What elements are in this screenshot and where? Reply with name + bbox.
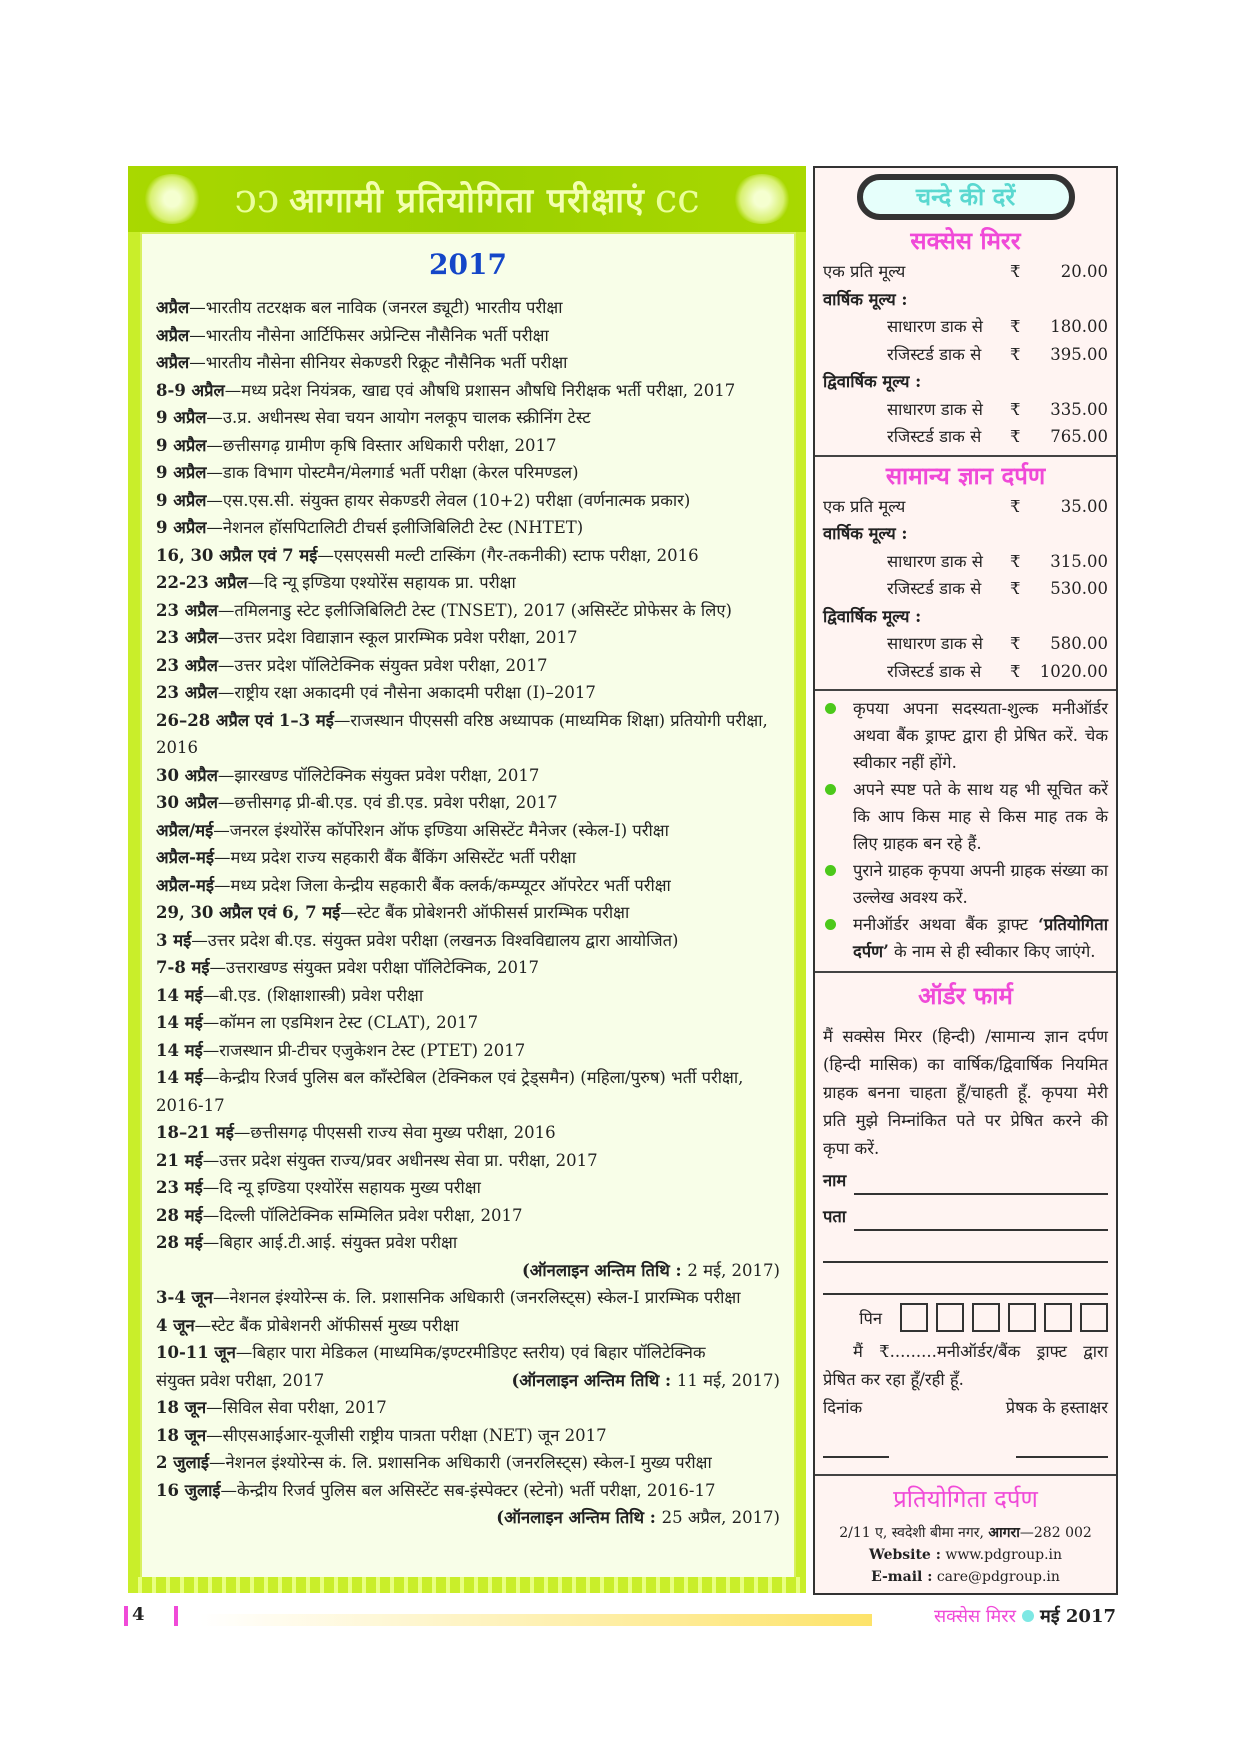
- exam-line: 14 मई—बी.एड. (शिक्षाशास्त्री) प्रवेश परीक्षा: [156, 985, 424, 1005]
- exam-name: एसएससी मल्टी टास्किंग (गैर-तकनीकी) स्टाफ परीक्षा, 2016: [333, 545, 699, 565]
- exam-line: 30 अप्रैल—झारखण्ड पॉलिटेक्निक संयुक्त प्रवेश परीक्षा, 2017: [156, 765, 540, 785]
- exam-date: 23 अप्रैल: [156, 655, 218, 675]
- exam-date: 4 जून: [156, 1315, 195, 1335]
- exam-date: 21 मई: [156, 1150, 203, 1170]
- exam-date: 23 अप्रैल: [156, 628, 218, 647]
- exam-date: 7-8 मई: [156, 958, 210, 977]
- bullet-icon: [825, 784, 836, 795]
- exam-entry: [156, 1449, 780, 1477]
- rupee-icon: ₹: [1010, 427, 1021, 446]
- exam-line: अप्रैल—भारतीय नौसेना आर्टिफिसर अप्रेन्टिस नौसैनिक भर्ती परीक्षा: [156, 325, 549, 345]
- period-heading: वार्षिक मूल्य :: [823, 524, 908, 543]
- exam-line: अप्रैल—भारतीय तटरक्षक बल नाविक (जनरल ड्यूटी) भारतीय परीक्षा: [156, 298, 563, 317]
- pin-label: पिन: [859, 1309, 882, 1328]
- email-label: E-mail :: [871, 1569, 933, 1585]
- period-heading: द्विवार्षिक मूल्य :: [823, 606, 922, 626]
- page-footer: [0, 1604, 1240, 1634]
- exam-line: अप्रैल/मई—जनरल इंश्योरेंस कॉर्पोरेशन ऑफ इण्डिया असिस्टेंट मैनेजर (स्केल-I) परीक्षा: [156, 820, 669, 840]
- exam-date: अप्रैल: [156, 353, 190, 372]
- exam-entry: [156, 349, 780, 377]
- exam-line: 22-23 अप्रैल—दि न्यू इण्डिया एश्योरेंस सहायक प्रा. परीक्षा: [156, 573, 516, 592]
- exam-line: 8-9 अप्रैल—मध्य प्रदेश नियंत्रक, खाद्य एवं औषधि प्रशासन औषधि निरीक्षक भर्ती परीक्षा, 2017: [156, 380, 736, 400]
- price-value: 765.00: [1050, 427, 1108, 446]
- exam-date: 9 अप्रैल: [156, 518, 207, 537]
- exam-line: 4 जून—स्टेट बैंक प्रोबेशनरी ऑफीसर्स मुख्य परीक्षा: [156, 1315, 459, 1335]
- exam-name: केन्द्रीय रिजर्व पुलिस बल असिस्टेंट सब-इंस्पेक्टर (स्टेनो) भर्ती परीक्षा, 2016-17: [237, 1480, 716, 1500]
- single-copy-price: [823, 493, 1108, 521]
- exam-entry: [156, 1202, 780, 1230]
- exam-date: 16, 30 अप्रैल एवं 7 मई: [156, 545, 318, 565]
- exam-entry: [156, 377, 780, 405]
- exam-entry: [156, 1174, 780, 1202]
- exam-line: 16 जुलाई—केन्द्रीय रिजर्व पुलिस बल असिस्टेंट सब-इंस्पेक्टर (स्टेनो) भर्ती परीक्षा, 2016-17: [156, 1480, 716, 1500]
- payment-text: मैं ₹.........मनीऑर्डर/बैंक ड्राफ्ट द्वारा प्रेषित कर रहा हूँ/रही हूँ.: [823, 1342, 1108, 1389]
- exam-name: भारतीय नौसेना आर्टिफिसर अप्रेन्टिस नौसैनिक भर्ती परीक्षा: [205, 325, 549, 345]
- exam-name: मध्य प्रदेश जिला केन्द्रीय सहकारी बैंक क्लर्क/कम्प्यूटर ऑपरेटर भर्ती परीक्षा: [230, 875, 671, 895]
- exam-entry: [156, 487, 780, 515]
- exam-date: 18–21 मई: [156, 1123, 234, 1142]
- exam-name: उ.प्र. अधीनस्थ सेवा चयन आयोग नलकूप चालक स्क्रीनिंग टेस्ट: [222, 408, 591, 427]
- exam-name: सीएसआईआर-यूजीसी राष्ट्रीय पात्रता परीक्षा (NET) जून 2017: [222, 1425, 607, 1445]
- exam-date: 8-9 अप्रैल: [156, 380, 225, 400]
- price-label: रजिस्टर्ड डाक से: [887, 427, 982, 446]
- annual-price: [823, 575, 1108, 603]
- exam-name: उत्तर प्रदेश संयुक्त राज्य/प्रवर अधीनस्थ सेवा प्रा. परीक्षा, 2017: [219, 1150, 598, 1170]
- price-label: साधारण डाक से: [887, 399, 983, 419]
- website-label: Website :: [868, 1547, 941, 1563]
- exam-line: 14 मई—कॉमन ला एडमिशन टेस्ट (CLAT), 2017: [156, 1013, 479, 1032]
- subscription-sidebar: [813, 166, 1118, 1595]
- exam-name: बी.एड. (शिक्षाशास्त्री) प्रवेश परीक्षा: [219, 985, 424, 1005]
- annual-price: [823, 548, 1108, 576]
- exam-date: 14 मई: [156, 1068, 203, 1087]
- exam-name: तमिलनाडु स्टेट इलीजिबिलिटी टेस्ट (TNSET), 2017 (असिस्टेंट प्रोफेसर के लिए): [234, 600, 732, 620]
- exam-line: 18 जून—सीएसआईआर-यूजीसी राष्ट्रीय पात्रता परीक्षा (NET) जून 2017: [156, 1425, 607, 1445]
- exam-line: 21 मई—उत्तर प्रदेश संयुक्त राज्य/प्रवर अधीनस्थ सेवा प्रा. परीक्षा, 2017: [156, 1150, 598, 1170]
- exam-date: 22-23 अप्रैल: [156, 573, 248, 592]
- exam-entry: [156, 1147, 780, 1175]
- exam-entry: [156, 597, 780, 625]
- single-copy-price: [823, 258, 1108, 286]
- price-value: 180.00: [1050, 317, 1108, 336]
- exam-line: 23 अप्रैल—तमिलनाडु स्टेट इलीजिबिलिटी टेस्ट (TNSET), 2017 (असिस्टेंट प्रोफेसर के लिए): [156, 600, 732, 620]
- exam-entry: [156, 927, 780, 955]
- exam-name: बिहार आई.टी.आई. संयुक्त प्रवेश परीक्षा: [219, 1233, 458, 1252]
- exam-entry: [156, 1037, 780, 1065]
- instructions-section: [815, 691, 1116, 973]
- name-label: नाम: [823, 1171, 847, 1190]
- exam-entry: [156, 954, 780, 982]
- exam-entry: [156, 1009, 780, 1037]
- price-label: साधारण डाक से: [887, 634, 983, 653]
- exam-name: डाक विभाग पोस्टमैन/मेलगार्ड भर्ती परीक्षा (केरल परिमण्डल): [222, 463, 579, 482]
- note-text: कृपया अपना सदस्यता-शुल्क मनीऑर्डर अथवा बैंक ड्राफ्ट द्वारा ही प्रेषित करें. चेक स्वीकार नहीं होंगे.: [853, 699, 1108, 772]
- exam-date: 9 अप्रैल: [156, 490, 207, 510]
- pincode: —282 002: [1019, 1525, 1092, 1541]
- exam-name: एस.एस.सी. संयुक्त हायर सेकण्डरी लेवल (10+2) परीक्षा (वर्णनात्मक प्रकार): [222, 490, 691, 510]
- city: आगरा: [988, 1525, 1020, 1541]
- exam-name: मध्य प्रदेश राज्य सहकारी बैंक बैंकिंग असिस्टेंट भर्ती परीक्षा: [230, 848, 576, 867]
- signature-label: प्रेषक के हस्ताक्षर: [1005, 1398, 1108, 1417]
- exam-date: अप्रैल-मई: [156, 875, 214, 895]
- exam-entry: [156, 1422, 780, 1450]
- price-value: 335.00: [1050, 399, 1108, 419]
- exam-line: अप्रैल—भारतीय नौसेना सीनियर सेकण्डरी रिक्रूट नौसैनिक भर्ती परीक्षा: [156, 353, 568, 372]
- annual-price: [823, 313, 1108, 341]
- exam-name: भारतीय तटरक्षक बल नाविक (जनरल ड्यूटी) भारतीय परीक्षा: [205, 298, 563, 317]
- exam-date: 14 मई: [156, 1013, 203, 1032]
- price-value: 35.00: [1060, 496, 1108, 516]
- exam-line: 9 अप्रैल—उ.प्र. अधीनस्थ सेवा चयन आयोग नलकूप चालक स्क्रीनिंग टेस्ट: [156, 408, 591, 427]
- exam-line: 10-11 जून—बिहार पारा मेडिकल (माध्यमिक/इण्टरमीडिएट स्तरीय) एवं बिहार पॉलिटेक्निक: [156, 1343, 706, 1362]
- exam-name: राजस्थान पीएससी वरिष्ठ अध्यापक (माध्यमिक शिक्षा) प्रतियोगी परीक्षा, 2016: [156, 710, 768, 757]
- exam-name: राष्ट्रीय रक्षा अकादमी एवं नौसेना अकादमी परीक्षा (I)–2017: [234, 683, 596, 702]
- exam-line: 23 अप्रैल—राष्ट्रीय रक्षा अकादमी एवं नौसेना अकादमी परीक्षा (I)–2017: [156, 683, 596, 702]
- exam-list-area: [140, 232, 796, 1579]
- deadline-value: 2 मई, 2017): [687, 1260, 780, 1280]
- exam-date: 16 जुलाई: [156, 1480, 221, 1500]
- exam-entry: [156, 1119, 780, 1147]
- exam-entry: [156, 872, 780, 900]
- publisher-address: [823, 1522, 1108, 1544]
- note-bold: ‘प्रतियोगिता दर्पण’: [853, 915, 1108, 961]
- exam-name: जनरल इंश्योरेंस कॉर्पोरेशन ऑफ इण्डिया असिस्टेंट मैनेजर (स्केल-I) परीक्षा: [229, 820, 669, 840]
- exam-name: राजस्थान प्री-टीचर एजुकेशन टेस्ट (PTET) 2017: [219, 1040, 526, 1060]
- exam-name: स्टेट बैंक प्रोबेशनरी ऑफीसर्स मुख्य परीक्षा: [211, 1315, 459, 1335]
- deadline-label: (ऑनलाइन अन्तिम तिथि :: [521, 1260, 682, 1280]
- note-item: [823, 776, 1108, 857]
- order-form-body: मैं सक्सेस मिरर (हिन्दी) /सामान्य ज्ञान दर्पण (हिन्दी मासिक) का वार्षिक/द्विवार्षिक नियमित ग्राहक बनना चाहता हूँ/चाहती हूँ. कृपया मेरी प्रति मुझे निम्नांकित पते पर प्रेषित करने की कृपा करें.: [823, 1027, 1108, 1158]
- note-text: पुराने ग्राहक कृपया अपनी ग्राहक संख्या का उल्लेख अवश्य करें.: [853, 861, 1108, 907]
- note-item: [823, 857, 1108, 911]
- deadline-value: 11 मई, 2017): [676, 1370, 780, 1390]
- exam-date: 9 अप्रैल: [156, 408, 207, 427]
- exam-date: 2 जुलाई: [156, 1453, 210, 1472]
- exam-entry: [156, 679, 780, 707]
- deadline-label: (ऑनलाइन अन्तिम तिथि :: [511, 1370, 672, 1390]
- exam-line: 9 अप्रैल—डाक विभाग पोस्टमैन/मेलगार्ड भर्ती परीक्षा (केरल परिमण्डल): [156, 463, 579, 482]
- exam-entry: [156, 624, 780, 652]
- exam-line: 30 अप्रैल—छत्तीसगढ़ प्री-बी.एड. एवं डी.एड. प्रवेश परीक्षा, 2017: [156, 793, 558, 812]
- exam-name: दिल्ली पॉलिटेक्निक सम्मिलित प्रवेश परीक्षा, 2017: [219, 1205, 523, 1225]
- rates-title: चन्दे की दरें: [857, 174, 1075, 220]
- exam-entry: [156, 1229, 780, 1284]
- exam-entry: [156, 652, 780, 680]
- exam-line: 29, 30 अप्रैल एवं 6, 7 मई—स्टेट बैंक प्रोबेशनरी ऑफीसर्स प्रारम्भिक परीक्षा: [156, 903, 630, 922]
- publication-title: सक्सेस मिरर: [910, 227, 1021, 255]
- biennial-price: [823, 396, 1108, 424]
- exam-date: 28 मई: [156, 1233, 203, 1252]
- price-label: रजिस्टर्ड डाक से: [887, 579, 982, 598]
- exam-entry: [156, 1339, 780, 1394]
- pin-digit-box[interactable]: [1008, 1303, 1036, 1332]
- exam-date: 29, 30 अप्रैल एवं 6, 7 मई: [156, 903, 341, 922]
- exam-line: 3-4 जून—नेशनल इंश्योरेन्स कं. लि. प्रशासनिक अधिकारी (जनरलिस्ट्स) स्केल-I प्रारम्भिक परीक्षा: [156, 1288, 741, 1307]
- rupee-icon: ₹: [1010, 579, 1021, 598]
- bullet-icon: [825, 865, 836, 876]
- biennial-price: [823, 658, 1108, 686]
- exam-name: स्टेट बैंक प्रोबेशनरी ऑफीसर्स प्रारम्भिक परीक्षा: [356, 903, 630, 922]
- rupee-icon: ₹: [1010, 262, 1021, 281]
- exam-line: 14 मई—केन्द्रीय रिजर्व पुलिस बल कॉंस्टेबिल (टेक्निकल एवं ट्रेड्समैन) (महिला/पुरुष) भर्ती परीक्षा, 2016-17: [156, 1068, 744, 1115]
- exam-line: 9 अप्रैल—छत्तीसगढ़ ग्रामीण कृषि विस्तार अधिकारी परीक्षा, 2017: [156, 435, 557, 455]
- exam-entry: [156, 1394, 780, 1422]
- exam-line: 3 मई—उत्तर प्रदेश बी.एड. संयुक्त प्रवेश परीक्षा (लखनऊ विश्वविद्यालय द्वारा आयोजित): [156, 930, 679, 950]
- price-label: एक प्रति मूल्य: [823, 496, 906, 516]
- dot-icon: [1022, 1610, 1034, 1622]
- exam-line: 9 अप्रैल—एस.एस.सी. संयुक्त हायर सेकण्डरी लेवल (10+2) परीक्षा (वर्णनात्मक प्रकार): [156, 490, 691, 510]
- address-field-line-2[interactable]: [823, 1231, 1108, 1263]
- exam-name-cont: संयुक्त प्रवेश परीक्षा, 2017: [156, 1370, 325, 1390]
- rupee-icon: ₹: [1010, 551, 1021, 571]
- rupee-icon: ₹: [1010, 344, 1021, 364]
- exam-name: उत्तर प्रदेश पॉलिटेक्निक संयुक्त प्रवेश परीक्षा, 2017: [234, 655, 548, 675]
- rupee-icon: ₹: [1010, 399, 1021, 419]
- exam-entry: [156, 322, 780, 350]
- exam-line: 23 मई—दि न्यू इण्डिया एश्योरेंस सहायक मुख्य परीक्षा: [156, 1178, 481, 1197]
- divider: [174, 1606, 178, 1626]
- date-field[interactable]: [823, 1426, 889, 1458]
- pin-digit-box[interactable]: [972, 1303, 1000, 1332]
- exam-entry: [156, 569, 780, 597]
- exam-name: मध्य प्रदेश नियंत्रक, खाद्य एवं औषधि प्रशासन औषधि निरीक्षक भर्ती परीक्षा, 2017: [241, 380, 736, 400]
- publisher-info: [815, 1476, 1116, 1594]
- flower-ornament-icon: [732, 174, 792, 224]
- exam-list: [142, 294, 794, 1532]
- name-field[interactable]: [854, 1163, 1108, 1195]
- period-heading: द्विवार्षिक मूल्य :: [823, 372, 922, 391]
- exam-date: 9 अप्रैल: [156, 463, 207, 482]
- rates-section-2: [815, 459, 1116, 692]
- exam-date: 30 अप्रैल: [156, 765, 218, 785]
- price-value: 315.00: [1050, 551, 1108, 571]
- exam-name: उत्तर प्रदेश बी.एड. संयुक्त प्रवेश परीक्षा (लखनऊ विश्वविद्यालय द्वारा आयोजित): [207, 930, 679, 950]
- biennial-price: [823, 630, 1108, 658]
- exam-name: सिविल सेवा परीक्षा, 2017: [222, 1398, 387, 1417]
- exam-entry: [156, 1064, 780, 1119]
- exam-entry: [156, 817, 780, 845]
- exam-entry: [156, 542, 780, 570]
- exam-name: भारतीय नौसेना सीनियर सेकण्डरी रिक्रूट नौसैनिक भर्ती परीक्षा: [205, 353, 568, 372]
- exam-name: उत्तर प्रदेश विद्याज्ञान स्कूल प्रारम्भिक प्रवेश परीक्षा, 2017: [234, 628, 578, 647]
- exam-line: 16, 30 अप्रैल एवं 7 मई—एसएससी मल्टी टास्किंग (गैर-तकनीकी) स्टाफ परीक्षा, 2016: [156, 545, 699, 565]
- exam-name: उत्तराखण्ड संयुक्त प्रवेश परीक्षा पॉलिटेक्निक, 2017: [226, 958, 539, 977]
- signature-field[interactable]: [1016, 1426, 1108, 1458]
- address-field-line-3[interactable]: [823, 1263, 1108, 1295]
- pin-digit-box[interactable]: [900, 1303, 928, 1332]
- year-heading: 2017: [429, 248, 507, 281]
- issue-date: मई 2017: [1040, 1606, 1116, 1627]
- order-form: [815, 973, 1116, 1476]
- swirl-ornament-icon: cc: [654, 176, 700, 222]
- exam-date: 18 जून: [156, 1398, 207, 1417]
- exam-date: 23 अप्रैल: [156, 600, 218, 620]
- flower-ornament-icon: [142, 174, 202, 224]
- exam-line: अप्रैल-मई—मध्य प्रदेश जिला केन्द्रीय सहकारी बैंक क्लर्क/कम्प्यूटर ऑपरेटर भर्ती परीक्षा: [156, 875, 671, 895]
- rupee-icon: ₹: [1010, 496, 1021, 516]
- exam-entry: [156, 1477, 780, 1532]
- exam-date: अप्रैल/मई: [156, 820, 214, 840]
- exam-entry: [156, 707, 780, 762]
- exam-line: 9 अप्रैल—नेशनल हॉसपिटालिटी टीचर्स इलीजिबिलिटी टेस्ट (NHTET): [156, 518, 584, 537]
- exam-entry: [156, 982, 780, 1010]
- price-value: 20.00: [1060, 262, 1108, 281]
- exam-entry: [156, 404, 780, 432]
- exam-line: 28 मई—दिल्ली पॉलिटेक्निक सम्मिलित प्रवेश परीक्षा, 2017: [156, 1205, 523, 1225]
- exam-name: नेशनल इंश्योरेन्स कं. लि. प्रशासनिक अधिकारी (जनरलिस्ट्स) स्केल-I मुख्य परीक्षा: [225, 1453, 712, 1472]
- price-value: 1020.00: [1039, 661, 1108, 681]
- deadline-value: 25 अप्रैल, 2017): [661, 1508, 780, 1527]
- address-label: पता: [823, 1207, 847, 1226]
- exam-line-2: [156, 1367, 780, 1395]
- deadline-label: (ऑनलाइन अन्तिम तिथि :: [496, 1508, 656, 1527]
- exam-entry: [156, 514, 780, 542]
- exam-date: 18 जून: [156, 1425, 207, 1445]
- price-label: साधारण डाक से: [887, 317, 983, 336]
- exam-date: अप्रैल: [156, 298, 190, 317]
- exam-name: कॉमन ला एडमिशन टेस्ट (CLAT), 2017: [219, 1013, 479, 1032]
- rupee-icon: ₹: [1010, 634, 1021, 653]
- exam-name: केन्द्रीय रिजर्व पुलिस बल कॉंस्टेबिल (टेक्निकल एवं ट्रेड्समैन) (महिला/पुरुष) भर्ती परीक्षा, 2016-17: [156, 1068, 744, 1115]
- note-text: अपने स्पष्ट पते के साथ यह भी सूचित करें कि आप किस माह से किस माह तक के लिए ग्राहक बन रहे हैं.: [853, 780, 1108, 853]
- note-item: [823, 695, 1108, 776]
- price-label: एक प्रति मूल्य: [823, 262, 906, 281]
- exam-name: दि न्यू इण्डिया एश्योरेंस सहायक मुख्य परीक्षा: [219, 1178, 481, 1197]
- exam-date: 9 अप्रैल: [156, 435, 207, 455]
- exam-date: अप्रैल: [156, 325, 190, 345]
- exam-line: 18 जून—सिविल सेवा परीक्षा, 2017: [156, 1398, 387, 1417]
- deadline-note: [156, 1257, 780, 1285]
- rupee-icon: ₹: [1010, 317, 1021, 336]
- rates-section-1: [815, 174, 1116, 457]
- exam-entry: [156, 1312, 780, 1340]
- panel-banner: [128, 166, 806, 232]
- exam-name: छत्तीसगढ़ पीएससी राज्य सेवा मुख्य परीक्षा, 2016: [250, 1123, 556, 1142]
- pin-digit-box[interactable]: [1080, 1303, 1108, 1332]
- exam-line: 23 अप्रैल—उत्तर प्रदेश पॉलिटेक्निक संयुक्त प्रवेश परीक्षा, 2017: [156, 655, 548, 675]
- panel-title: आगामी प्रतियोगिता परीक्षाएं: [289, 181, 645, 221]
- exam-date: 3 मई: [156, 930, 192, 950]
- magazine-name: सक्सेस मिरर: [933, 1606, 1017, 1627]
- exam-entry: [156, 459, 780, 487]
- date-label: दिनांक: [823, 1398, 863, 1417]
- exam-name: झारखण्ड पॉलिटेक्निक संयुक्त प्रवेश परीक्षा, 2017: [234, 765, 540, 785]
- exam-entry: [156, 789, 780, 817]
- note-item: [823, 911, 1108, 965]
- biennial-price: [823, 423, 1108, 451]
- exam-line: 18–21 मई—छत्तीसगढ़ पीएससी राज्य सेवा मुख्य परीक्षा, 2016: [156, 1123, 556, 1142]
- footer-bar: [200, 1614, 872, 1626]
- exam-date: 30 अप्रैल: [156, 793, 218, 812]
- price-value: 580.00: [1050, 634, 1108, 653]
- exam-entry: [156, 844, 780, 872]
- deadline-note: [156, 1504, 780, 1532]
- order-form-title: ऑर्डर फार्म: [918, 982, 1013, 1010]
- exam-entry: [156, 1284, 780, 1312]
- decorative-border: [128, 1577, 806, 1593]
- price-value: 530.00: [1050, 579, 1108, 598]
- note-text: के नाम से ही स्वीकार किए जाएंगे.: [888, 942, 1096, 961]
- exam-date: 23 अप्रैल: [156, 683, 218, 702]
- pin-field: [823, 1303, 1108, 1332]
- exam-name: बिहार पारा मेडिकल (माध्यमिक/इण्टरमीडिएट स्तरीय) एवं बिहार पॉलिटेक्निक: [252, 1343, 706, 1362]
- exam-date: 3-4 जून: [156, 1288, 213, 1307]
- exam-date: 28 मई: [156, 1205, 203, 1225]
- exam-name: छत्तीसगढ़ ग्रामीण कृषि विस्तार अधिकारी परीक्षा, 2017: [222, 435, 557, 455]
- price-label: रजिस्टर्ड डाक से: [887, 344, 982, 364]
- exam-line: 23 अप्रैल—उत्तर प्रदेश विद्याज्ञान स्कूल प्रारम्भिक प्रवेश परीक्षा, 2017: [156, 628, 578, 647]
- website-link[interactable]: www.pdgroup.in: [945, 1547, 1063, 1563]
- exam-line: अप्रैल-मई—मध्य प्रदेश राज्य सहकारी बैंक बैंकिंग असिस्टेंट भर्ती परीक्षा: [156, 848, 576, 867]
- upcoming-exams-panel: [128, 166, 806, 1593]
- pin-digit-box[interactable]: [1044, 1303, 1072, 1332]
- pin-digit-box[interactable]: [936, 1303, 964, 1332]
- exam-line: 7-8 मई—उत्तराखण्ड संयुक्त प्रवेश परीक्षा पॉलिटेक्निक, 2017: [156, 958, 539, 977]
- exam-entry: [156, 762, 780, 790]
- exam-entry: [156, 432, 780, 460]
- price-label: रजिस्टर्ड डाक से: [887, 661, 982, 681]
- price-label: साधारण डाक से: [887, 551, 983, 571]
- exam-date: 14 मई: [156, 1040, 203, 1060]
- exam-name: नेशनल इंश्योरेन्स कं. लि. प्रशासनिक अधिकारी (जनरलिस्ट्स) स्केल-I प्रारम्भिक परीक्षा: [229, 1288, 741, 1307]
- page-number: 4: [132, 1604, 145, 1625]
- exam-name: दि न्यू इण्डिया एश्योरेंस सहायक प्रा. परीक्षा: [264, 573, 516, 592]
- exam-date: 26–28 अप्रैल एवं 1–3 मई: [156, 710, 334, 730]
- divider: [124, 1606, 128, 1626]
- exam-entry: [156, 294, 780, 322]
- exam-line: 2 जुलाई—नेशनल इंश्योरेन्स कं. लि. प्रशासनिक अधिकारी (जनरलिस्ट्स) स्केल-I मुख्य परीक्षा: [156, 1453, 712, 1472]
- address-text: 2/11 ए, स्वदेशी बीमा नगर,: [839, 1525, 989, 1541]
- annual-price: [823, 341, 1108, 369]
- exam-line: 28 मई—बिहार आई.टी.आई. संयुक्त प्रवेश परीक्षा: [156, 1233, 458, 1252]
- exam-date: 10-11 जून: [156, 1343, 236, 1362]
- exam-date: 14 मई: [156, 985, 203, 1005]
- publication-title: सामान्य ज्ञान दर्पण: [885, 461, 1046, 490]
- period-heading: वार्षिक मूल्य :: [823, 289, 908, 309]
- exam-date: 23 मई: [156, 1178, 203, 1197]
- swirl-ornament-icon: ↄↄ: [234, 176, 280, 222]
- exam-line: 26–28 अप्रैल एवं 1–3 मई—राजस्थान पीएससी वरिष्ठ अध्यापक (माध्यमिक शिक्षा) प्रतियोगी परीक्षा, 2016: [156, 710, 768, 757]
- email-link[interactable]: care@pdgroup.in: [936, 1569, 1060, 1585]
- exam-entry: [156, 899, 780, 927]
- deadline-note: [511, 1367, 780, 1395]
- publisher-name: प्रतियोगिता दर्पण: [893, 1485, 1038, 1513]
- exam-date: अप्रैल-मई: [156, 848, 214, 867]
- exam-name: छत्तीसगढ़ प्री-बी.एड. एवं डी.एड. प्रवेश परीक्षा, 2017: [234, 793, 558, 812]
- exam-name: नेशनल हॉसपिटालिटी टीचर्स इलीजिबिलिटी टेस्ट (NHTET): [222, 518, 584, 537]
- rupee-icon: ₹: [1010, 661, 1021, 681]
- exam-line: 14 मई—राजस्थान प्री-टीचर एजुकेशन टेस्ट (PTET) 2017: [156, 1040, 526, 1060]
- address-field[interactable]: [854, 1199, 1108, 1231]
- bullet-icon: [825, 919, 836, 930]
- footer-issue: [934, 1604, 1116, 1628]
- note-text: मनीऑर्डर अथवा बैंक ड्राफ्ट: [853, 915, 1039, 934]
- price-value: 395.00: [1050, 344, 1108, 364]
- bullet-icon: [825, 703, 836, 714]
